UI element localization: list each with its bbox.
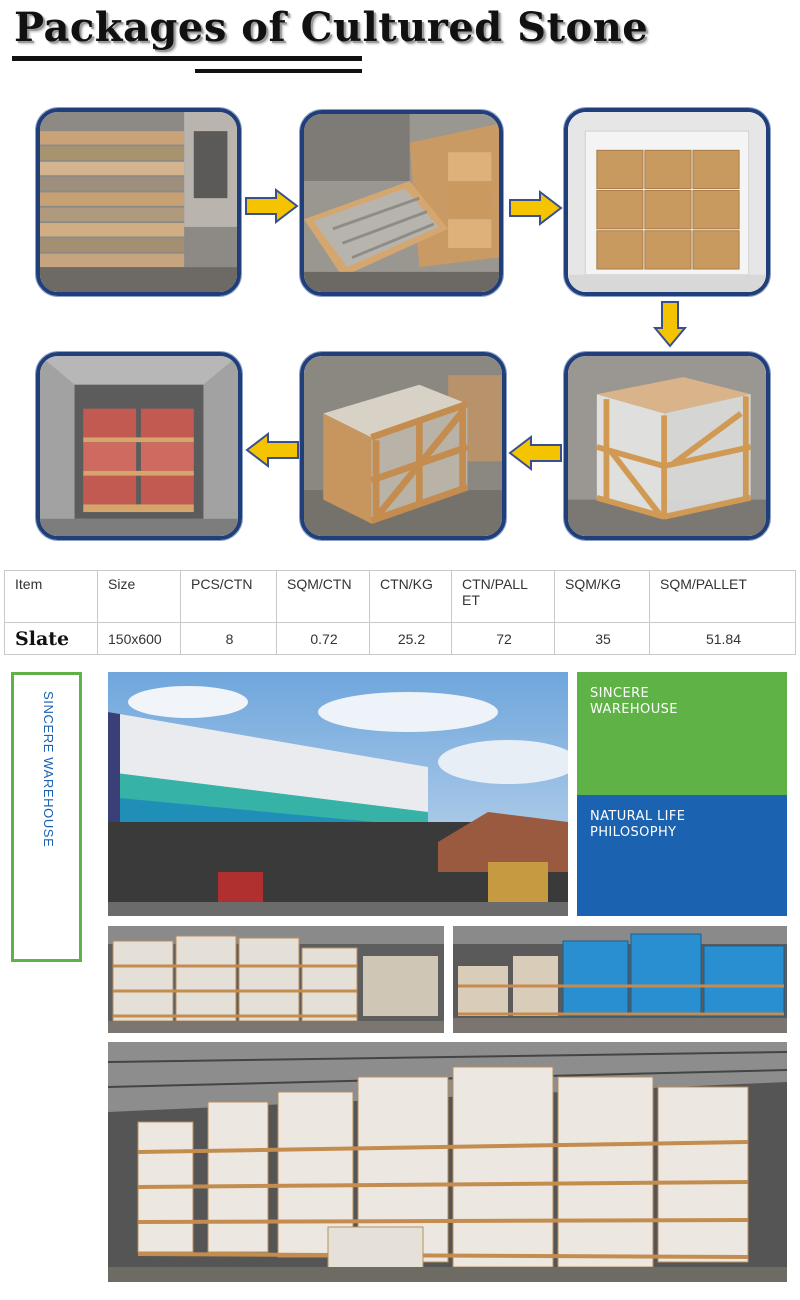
- header-ctn-pallet: CTN/PALL ET: [452, 571, 555, 623]
- cell-ctn-pallet: 72: [452, 623, 555, 655]
- cell-item: Slate: [5, 623, 98, 655]
- table-row: [5, 623, 796, 655]
- sincere-warehouse-block: [577, 672, 787, 795]
- arrow-right-1-icon: [244, 188, 299, 224]
- arrow-left-1-icon: [508, 435, 563, 471]
- title-underline: [12, 56, 362, 61]
- wooden-crate-photo: [300, 352, 506, 540]
- header-sqm-kg: SQM/KG: [555, 571, 650, 623]
- side-label: SINCERE WAREHOUSE: [41, 691, 56, 848]
- warehouse-interior-photo-3: [108, 1042, 787, 1282]
- table-header-row: [5, 571, 796, 623]
- natural-life-philosophy-block: [577, 795, 787, 916]
- cell-sqm-pallet: 51.84: [650, 623, 796, 655]
- spec-table: [4, 570, 796, 655]
- warehouse-interior-photo-2: [453, 926, 787, 1033]
- title-underline-short: [195, 69, 362, 73]
- cell-size: 150x600: [98, 623, 181, 655]
- cell-ctn-kg: 25.2: [370, 623, 452, 655]
- header-ctn-kg: CTN/KG: [370, 571, 452, 623]
- arrow-down-icon: [653, 300, 687, 348]
- stone-stack-photo: [36, 108, 241, 296]
- blue-block-line1: NATURAL LIFE: [590, 809, 686, 824]
- wooden-crate-wrapped-photo: [564, 352, 770, 540]
- container-loading-photo: [36, 352, 242, 540]
- green-block-line2: WAREHOUSE: [590, 702, 678, 717]
- cartons-in-bag-photo: [564, 108, 770, 296]
- green-block-line1: SINCERE: [590, 686, 650, 701]
- cell-sqm-kg: 35: [555, 623, 650, 655]
- arrow-left-2-icon: [245, 432, 300, 468]
- page-title: Packages of Cultured Stone: [14, 4, 649, 51]
- header-pcs-ctn: PCS/CTN: [181, 571, 277, 623]
- warehouse-interior-photo-1: [108, 926, 444, 1033]
- header-item: Item: [5, 571, 98, 623]
- header-sqm-ctn: SQM/CTN: [277, 571, 370, 623]
- warehouse-exterior-photo: [108, 672, 568, 916]
- side-label-box: [11, 672, 82, 962]
- arrow-right-2-icon: [508, 190, 563, 226]
- header-sqm-pallet: SQM/PALLET: [650, 571, 796, 623]
- header-size: Size: [98, 571, 181, 623]
- cell-sqm-ctn: 0.72: [277, 623, 370, 655]
- cartons-packing-photo: [300, 110, 503, 296]
- blue-block-line2: PHILOSOPHY: [590, 825, 677, 840]
- cell-pcs-ctn: 8: [181, 623, 277, 655]
